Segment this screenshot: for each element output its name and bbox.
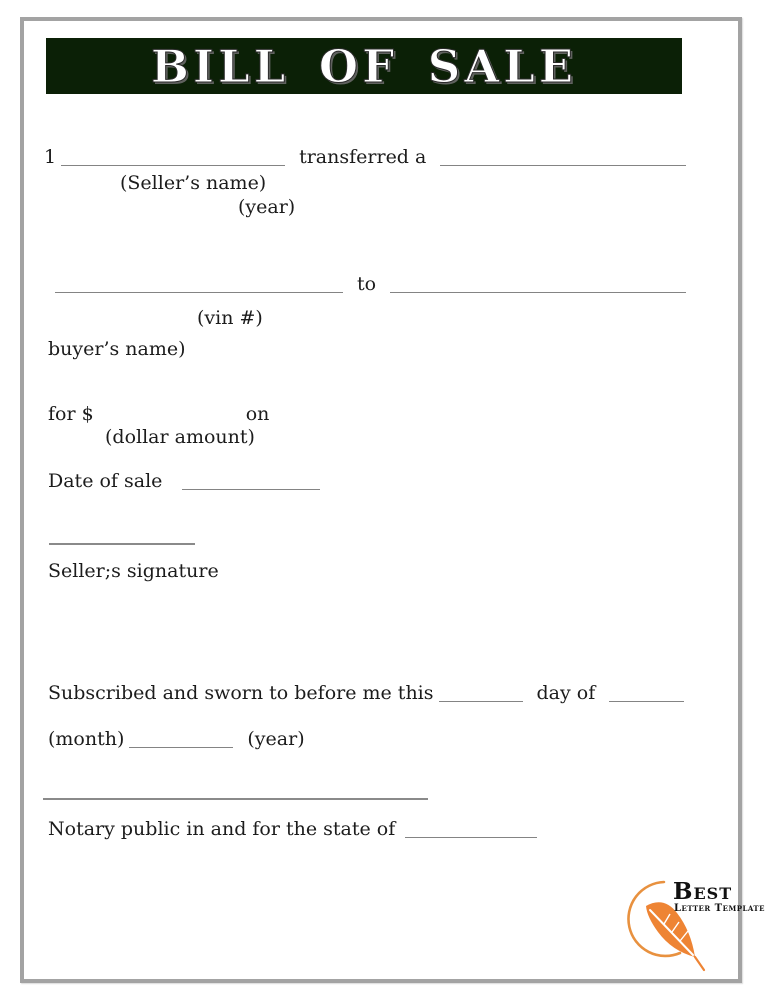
title-banner <box>46 38 682 94</box>
year-label-2: (year) <box>247 728 305 750</box>
month-year-line <box>48 727 368 752</box>
transferred-a-text: transferred a <box>299 146 427 168</box>
document-title: BILL OF SALE <box>150 39 578 93</box>
buyer-name-blank[interactable] <box>390 292 686 293</box>
date-of-sale-text: Date of sale <box>48 470 163 492</box>
day-number-blank[interactable] <box>439 701 523 702</box>
for-dollar-text: for $ <box>48 403 94 425</box>
vin-label: (vin #) <box>197 307 263 329</box>
vehicle-year-blank[interactable] <box>440 165 686 166</box>
year-blank[interactable] <box>129 747 233 748</box>
state-blank[interactable] <box>405 837 537 838</box>
amount-line <box>48 402 269 427</box>
logo-name: Best <box>673 878 733 905</box>
notary-text: Notary public in and for the state of <box>48 818 396 840</box>
brand-logo <box>620 874 765 986</box>
vin-to-buyer-line <box>55 272 686 297</box>
month-blank[interactable] <box>609 701 684 702</box>
subscribed-text: Subscribed and sworn to before me this <box>48 682 434 704</box>
seller-signature-line[interactable] <box>49 543 195 545</box>
seller-name-blank[interactable] <box>61 165 285 166</box>
seller-name-label: (Seller’s name) <box>120 172 267 194</box>
sworn-statement-line <box>48 681 684 706</box>
year-label: (year) <box>238 196 296 218</box>
seller-signature-label: Seller;s signature <box>48 560 219 582</box>
day-of-text: day of <box>536 682 596 704</box>
dollar-amount-label: (dollar amount) <box>105 426 255 448</box>
date-of-sale-blank[interactable] <box>182 489 320 490</box>
on-text: on <box>245 403 270 425</box>
notary-line-text <box>48 817 518 842</box>
notary-signature-line[interactable] <box>43 798 428 800</box>
buyer-name-label: buyer’s name) <box>48 338 186 360</box>
month-label: (month) <box>48 728 125 750</box>
date-of-sale-line <box>48 469 318 494</box>
logo-subtitle: Letter Template <box>674 903 765 914</box>
vin-blank[interactable] <box>55 292 343 293</box>
seller-transfer-line <box>44 145 686 170</box>
to-text: to <box>357 273 377 295</box>
line-number-text: 1 <box>44 146 57 168</box>
